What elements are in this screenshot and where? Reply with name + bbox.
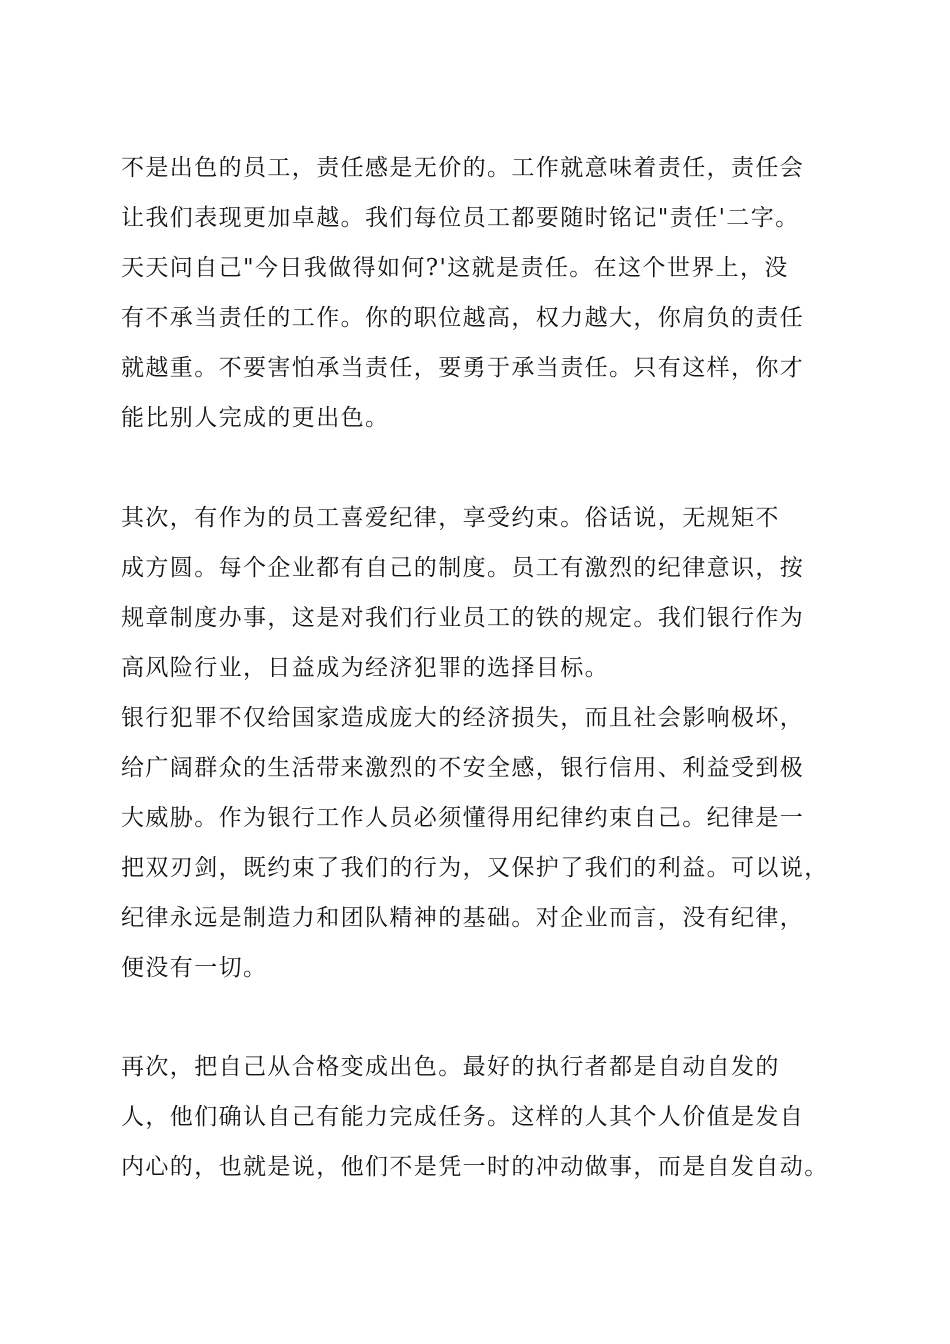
text-line: 给广阔群众的生活带来激烈的不安全感，银行信用、利益受到极 (121, 755, 805, 781)
text-line: 成方圆。每个企业都有自己的制度。员工有激烈的纪律意识，按 (121, 555, 805, 581)
text-line: 便没有一切。 (121, 955, 268, 981)
text-line: 人，他们确认自己有能力完成任务。这样的人其个人价值是发自 (121, 1104, 805, 1130)
text-line: 规章制度办事，这是对我们行业员工的铁的规定。我们银行作为 (121, 605, 805, 631)
text-line: 能比别人完成的更出色。 (121, 405, 390, 431)
text-line: 不是出色的员工，责任感是无价的。工作就意味着责任，责任会 (121, 155, 805, 181)
text-line: 纪律永远是制造力和团队精神的基础。对企业而言，没有纪律， (121, 905, 805, 931)
text-line: 有不承当责任的工作。你的职位越高，权力越大，你肩负的责任 (121, 305, 805, 331)
text-line: 让我们表现更加卓越。我们每位员工都要随时铭记"责任'二字。 (121, 205, 800, 231)
text-line: 把双刃剑，既约束了我们的行为，又保护了我们的利益。可以说， (121, 855, 829, 881)
text-line: 就越重。不要害怕承当责任，要勇于承当责任。只有这样，你才 (121, 355, 805, 381)
text-line: 高风险行业，日益成为经济犯罪的选择目标。 (121, 655, 609, 681)
text-line: 天天问自己"今日我做得如何?'这就是责任。在这个世界上，没 (121, 255, 789, 281)
text-line: 银行犯罪不仅给国家造成庞大的经济损失，而且社会影响极坏， (121, 705, 805, 731)
text-line: 大威胁。作为银行工作人员必须懂得用纪律约束自己。纪律是一 (121, 805, 805, 831)
text-line: 其次，有作为的员工喜爱纪律，享受约束。俗话说，无规矩不 (121, 505, 780, 531)
text-line: 再次，把自己从合格变成出色。最好的执行者都是自动自发的 (121, 1054, 780, 1080)
text-line: 内心的，也就是说，他们不是凭一时的冲动做事，而是自发自动。 (121, 1154, 829, 1180)
